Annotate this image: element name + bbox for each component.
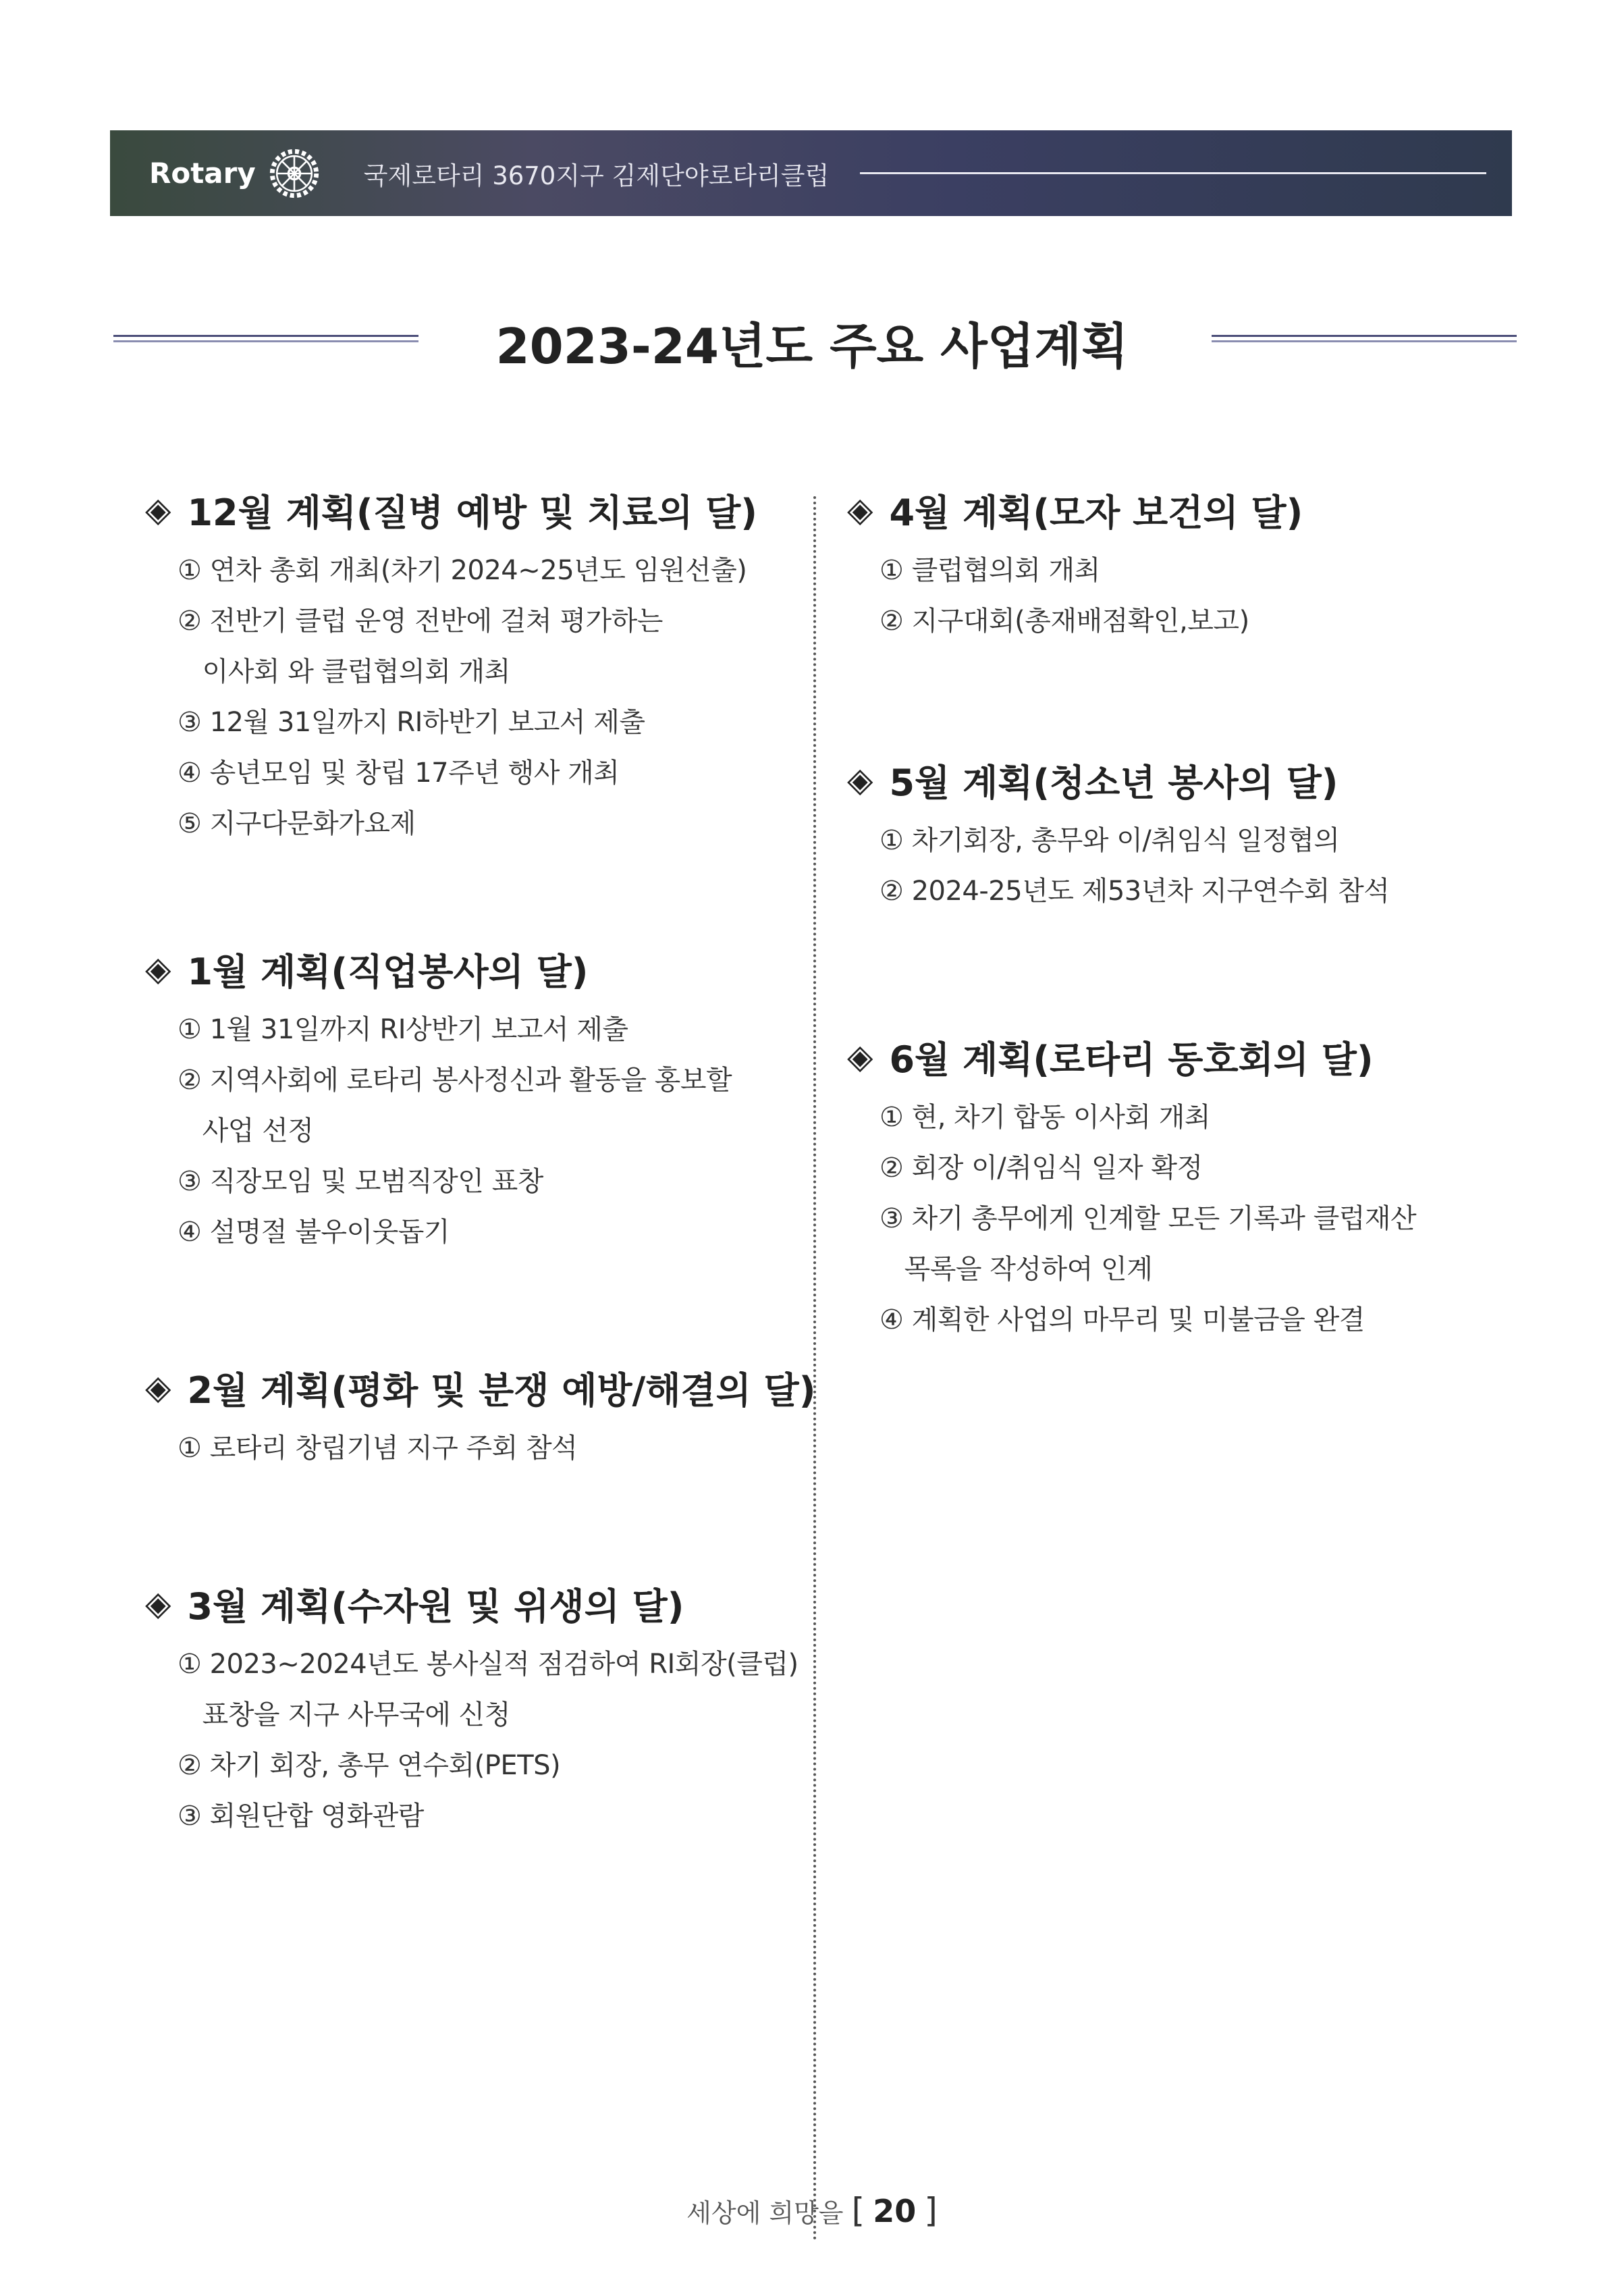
list-item: ① 2023~2024년도 봉사실적 점검하여 RI회장(클럽) — [178, 1649, 799, 1680]
list-item: ③ 직장모임 및 모범직장인 표창 — [178, 1166, 543, 1197]
list-item: ② 차기 회장, 총무 연수회(PETS) — [178, 1750, 561, 1781]
list-item: 목록을 작성하여 인계 — [879, 1254, 1153, 1285]
list-item: ① 로타리 창립기념 지구 주회 참석 — [178, 1433, 578, 1464]
diamond-bullet-icon: ◈ — [847, 760, 873, 799]
list-item: ④ 계획한 사업의 마무리 및 미불금을 완결 — [879, 1304, 1365, 1335]
list-item: ③ 12월 31일까지 RI하반기 보고서 제출 — [178, 707, 645, 738]
list-item: 표창을 지구 사무국에 신청 — [178, 1699, 510, 1730]
page-title: 2023-24년도 주요 사업계획 — [495, 318, 1129, 375]
plan-december — [145, 486, 757, 849]
page-number: 20 — [873, 2193, 917, 2229]
footer-slogan: 세상에 희망을 — [686, 2198, 844, 2228]
plan-june — [847, 1033, 1416, 1346]
list-item: 이사회 와 클럽협의회 개최 — [178, 656, 510, 687]
list-item: ④ 송년모임 및 창립 17주년 행사 개최 — [178, 758, 620, 789]
diamond-bullet-icon: ◈ — [145, 949, 171, 988]
title-rule-left — [113, 335, 418, 344]
list-item: ② 지역사회에 로타리 봉사정신과 활동을 홍보할 — [178, 1065, 732, 1096]
plan-april — [847, 486, 1303, 647]
page-bracket-close: ] — [924, 2191, 938, 2230]
section-title: ◈ 1월 계획(직업봉사의 달) — [145, 949, 589, 993]
plan-list — [879, 1092, 1416, 1346]
diamond-bullet-icon: ◈ — [145, 1584, 171, 1623]
diamond-bullet-icon: ◈ — [847, 490, 873, 529]
club-name: 국제로타리 3670지구 김제단야로타리클럽 — [363, 161, 830, 190]
list-item: ④ 설명절 불우이웃돕기 — [178, 1217, 450, 1248]
list-item: ① 연차 총회 개최(차기 2024~25년도 임원선출) — [178, 555, 747, 586]
header-bar — [110, 130, 1512, 216]
section-title: ◈ 4월 계획(모자 보건의 달) — [847, 490, 1303, 534]
section-title: ◈ 6월 계획(로타리 동호회의 달) — [847, 1037, 1374, 1081]
plan-list — [178, 1639, 799, 1842]
plan-list — [879, 546, 1303, 647]
list-item: ① 1월 31일까지 RI상반기 보고서 제출 — [178, 1014, 628, 1045]
diamond-bullet-icon: ◈ — [145, 490, 171, 529]
diamond-bullet-icon: ◈ — [847, 1037, 873, 1076]
plan-list — [178, 1423, 815, 1474]
list-item: ⑤ 지구다문화가요제 — [178, 808, 416, 839]
list-item: ① 현, 차기 합동 이사회 개최 — [879, 1102, 1211, 1133]
section-title: ◈ 12월 계획(질병 예방 및 치료의 달) — [145, 490, 757, 534]
section-title: ◈ 3월 계획(수자원 및 위생의 달) — [145, 1584, 684, 1628]
plan-list — [178, 1005, 732, 1258]
header-rule — [860, 172, 1486, 174]
title-rule-right — [1212, 335, 1517, 344]
list-item: ③ 회원단합 영화관람 — [178, 1801, 424, 1832]
rotary-wheel-icon — [265, 144, 323, 203]
list-item: ② 전반기 클럽 운영 전반에 걸쳐 평가하는 — [178, 606, 663, 637]
list-item: ① 차기회장, 총무와 이/취임식 일정협의 — [879, 825, 1340, 856]
brand-name: Rotary — [149, 157, 256, 190]
page-footer — [0, 2191, 1624, 2230]
list-item: 사업 선정 — [178, 1115, 314, 1146]
list-item: ② 2024-25년도 제53년차 지구연수회 참석 — [879, 876, 1390, 907]
diamond-bullet-icon: ◈ — [145, 1368, 171, 1407]
section-title: ◈ 5월 계획(청소년 봉사의 달) — [847, 760, 1338, 804]
list-item: ② 지구대회(총재배점확인,보고) — [879, 606, 1249, 637]
plan-february — [145, 1364, 815, 1474]
section-title: ◈ 2월 계획(평화 및 분쟁 예방/해결의 달) — [145, 1368, 816, 1412]
plan-january — [145, 945, 732, 1258]
plan-list — [879, 816, 1389, 917]
plan-march — [145, 1580, 799, 1842]
list-item: ① 클럽협의회 개최 — [879, 555, 1100, 586]
plan-may — [847, 756, 1389, 917]
page-bracket-open: [ — [851, 2191, 865, 2230]
list-item: ② 회장 이/취임식 일자 확정 — [879, 1152, 1203, 1184]
list-item: ③ 차기 총무에게 인계할 모든 기록과 클럽재산 — [879, 1203, 1417, 1234]
plan-list — [178, 546, 757, 849]
